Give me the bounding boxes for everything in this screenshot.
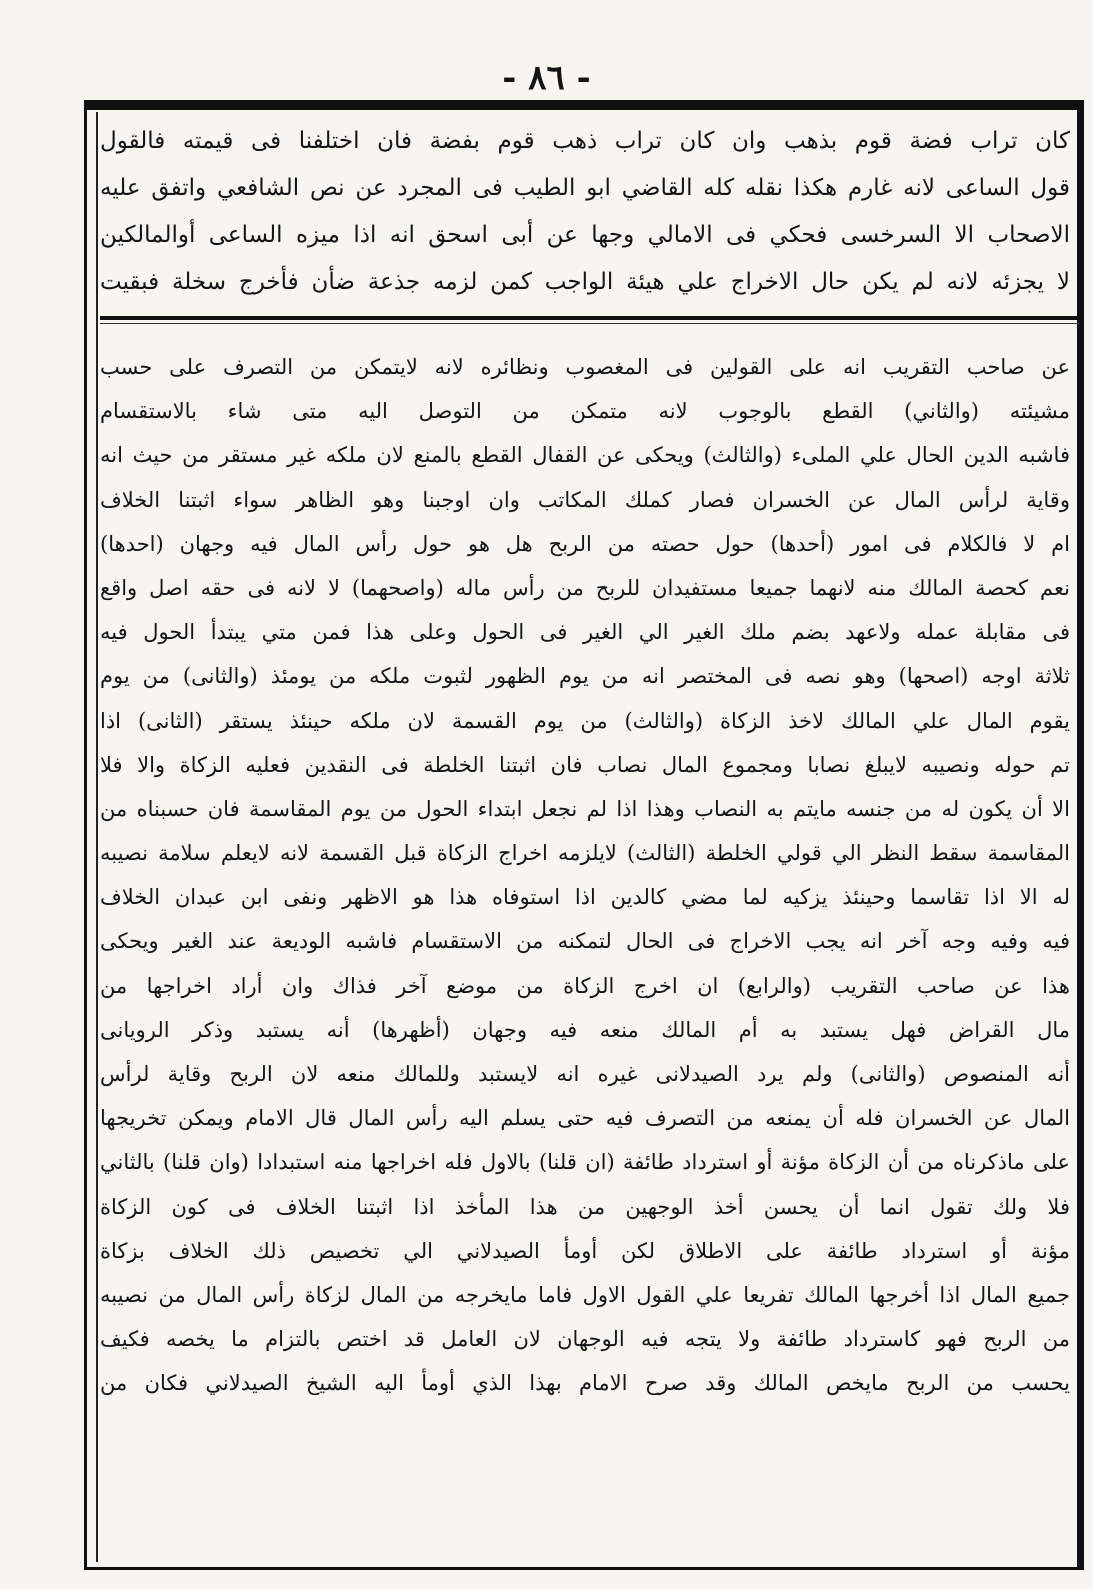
- text-line: ام لا فالكلام فى امور (أحدها) حول حصته من الربح هل هو حول رأس المال فيه وجهان (احدها): [100, 531, 1070, 556]
- text-line: مشيئته (والثاني) القطع بالوجوب لانه متمكن من التوصل اليه متى شاء بالاستقسام: [100, 399, 1070, 424]
- text-line: على ماذكرناه من أن الزكاة مؤنة أو استرداد طائفة (ان قلنا) بالاول فله اخراجها منه استبدادا (وان قلنا) بالثاني: [100, 1150, 1070, 1175]
- separator-thick-rule: [100, 316, 1080, 320]
- page-number: - ٨٦ -: [502, 58, 591, 98]
- text-line: فلا ولك تقول انما أن يحسن أخذ الوجهين من هذا المأخذ اذا اثبتنا الخلاف فى كون الزكاة: [100, 1194, 1070, 1219]
- section-separator: [100, 316, 1080, 326]
- text-line: قول الساعى لانه غارم هكذا نقله كله القاضي ابو الطيب فى المجرد عن نص الشافعي واتفق عليه: [100, 175, 1070, 201]
- main-text-block: [100, 345, 1070, 1406]
- text-line: فى مقابلة عمله ولاعهد بضم ملك الغير الي الغير فى الحول وعلى هذا فمن متي يبتدأ الحول فيه: [100, 620, 1070, 645]
- text-line: المال عن الخسران فله أن يمنعه من التصرف فيه حتى يسلم اليه رأس المال قال الامام ويمكن تخريجها: [100, 1106, 1070, 1131]
- text-line: جميع المال اذا أخرجها المالك تفريعا علي القول الاول فاما مايخرجه من المال لزكاة رأس المال من نصيبه: [100, 1282, 1070, 1307]
- separator-thin-rule: [100, 323, 1080, 324]
- text-line: المقاسمة سقط النظر الي قولي الخلطة (الثالث) لايلزمه اخراج الزكاة قبل القسمة لانه لايعلم سلامة نصيبه: [100, 841, 1070, 866]
- text-line: أنه المنصوص (والثانى) ولم يرد الصيدلانى غيره انه لايستبد وللمالك منعه لان الربح وقاية لرأس: [100, 1062, 1070, 1086]
- text-line: لا يجزئه لانه لم يكن حال الاخراج علي هيئة الواجب كمن لزمه جذعة ضأن فأخرج سخلة فبقيت: [100, 269, 1070, 295]
- text-line: مؤنة أو استرداد طائفة على الاطلاق لكن أومأ الصيدلاني الي تخصيص ذلك الخلاف بزكاة: [100, 1238, 1070, 1263]
- text-line: نعم كحصة المالك منه لانهما جميعا مستفيدان للربح من رأس ماله (واصحهما) لا لانه فى حقه اصل واقع: [100, 575, 1070, 600]
- text-line: فاشبه الدين الحال علي الملىء (والثالث) ويحكى عن القفال القطع بالمنع لان ملكه غير مستقر من حيث انه: [100, 443, 1070, 468]
- inner-frame-rule: [96, 112, 98, 1562]
- text-line: من الربح فهو كاسترداد طائفة ولا يتجه فيه الوجهان لان العامل قد اختص بالتزام ما يخصه فكيف: [100, 1327, 1070, 1352]
- text-line: وقاية لرأس المال عن الخسران فصار كملك المكاتب وان اوجبنا وهو الظاهر سواء اثبتنا الخلاف: [100, 487, 1070, 512]
- text-line: الا أن يكون له من جنسه مايتم به النصاب وهذا اذا لم نجعل ابتداء الحول من يوم المقاسمة فان حسبناه من: [100, 796, 1070, 821]
- text-line: فيه وفيه وجه آخر انه يجب الاخراج فى الحال لتمكنه من الاستقسام فاشبه الوديعة عند الغير ويحكى: [100, 929, 1070, 954]
- text-line: ثلاثة اوجه (اصحها) وهو نصه فى المختصر انه من يوم الظهور لثبوت ملكه من يومئذ (والثانى) من يوم: [100, 664, 1070, 689]
- text-line: له الا اذا تقاسما وحينئذ يزكيه لما مضي كالدين اذا استوفاه هذا هو الاظهر ونفى ابن عبدان الخلاف: [100, 885, 1070, 910]
- text-line: يقوم المال علي المالك لاخذ الزكاة (والثالث) من يوم القسمة لان ملكه حينئذ يستقر (الثانى) اذا: [100, 708, 1070, 733]
- text-line: كان تراب فضة قوم بذهب وان كان تراب ذهب قوم بفضة فان اختلفنا فى قيمته فالقول: [100, 128, 1070, 154]
- text-line: مال القراض فهل يستبد به أم المالك منعه فيه وجهان (أظهرها) أنه يستبد وذكر الرويانى: [100, 1017, 1070, 1042]
- text-line: الاصحاب الا السرخسى فحكي فى الامالي وجها عن أبى اسحق انه اذا ميزه الساعى أوالمالكين: [100, 222, 1070, 248]
- text-line: عن صاحب التقريب انه على القولين فى المغصوب ونظائره لانه لايتمكن من التصرف على حسب: [100, 355, 1070, 379]
- text-line: يحسب من الربح مايخص المالك وقد صرح الامام بهذا الذي أومأ اليه الشيخ الصيدلاني فكان من: [100, 1371, 1070, 1396]
- footnote-block-top: [100, 118, 1070, 306]
- text-line: هذا عن صاحب التقريب (والرابع) ان اخرج الزكاة من موضع آخر فذاك وان أراد اخراجها من: [100, 973, 1070, 998]
- text-line: تم حوله ونصيبه لايبلغ نصابا ومجموع المال نصاب فان اثبتنا الخلطة فى النقدين فعليه الزكاة والا فلا: [100, 752, 1070, 777]
